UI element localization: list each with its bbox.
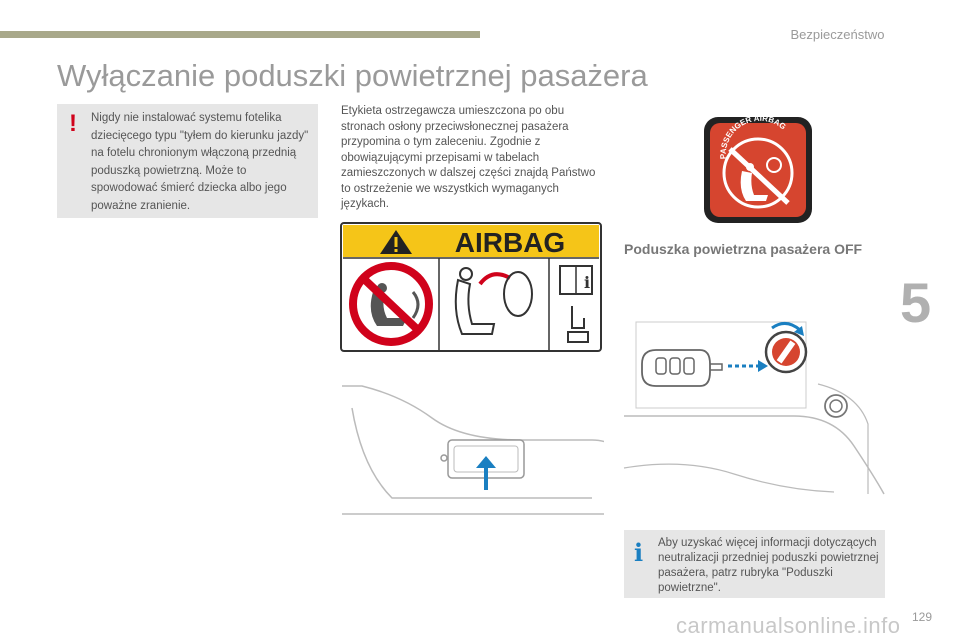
key-switch-illustration: [622, 318, 886, 496]
section-label: Bezpieczeństwo: [790, 27, 885, 42]
exclamation-icon: !: [69, 110, 77, 137]
info-icon: i: [634, 538, 644, 567]
info-text: Aby uzyskać więcej informacji dotyczących neutralizacji przedniej poduszki powietrznej pasażera, patrz rubryka "Poduszki powietrzne".: [658, 537, 879, 594]
intro-paragraph: Etykieta ostrzegawcza umieszczona po obu stronach osłony przeciwsłonecznej pasażera przypomina o tym zaleceniu. Zgodnie z obowiązującymi przepisami w tabelach zamieszczonych w dalszej części znajdą Państwo to ostrzeżenie we wszystkich wymaganych językach.: [341, 105, 596, 210]
warning-box: [57, 104, 318, 218]
svg-text:i: i: [584, 273, 591, 292]
page-number: 129: [912, 610, 933, 624]
page-title: Wyłączanie poduszki powietrznej pasażera: [57, 58, 648, 93]
airbag-warning-label: [340, 222, 602, 352]
watermark-text: carmanualsonline.info: [676, 613, 901, 638]
warning-text: Nigdy nie instalować systemu fotelika dziecięcego typu "tyłem do kierunku jazdy" na fotelu chronionym włączoną przednią poduszką powietrzną. Może to spowodować śmierć dziecka albo jego poważne zranienie.: [91, 112, 309, 212]
top-accent-bar: [0, 31, 480, 38]
airbag-banner-text: AIRBAG: [454, 227, 566, 258]
chapter-number: 5: [900, 271, 932, 334]
airbag-switch-icon: [766, 332, 806, 372]
airbag-off-heading: Poduszka powietrzna pasażera OFF: [624, 241, 863, 257]
sun-visor-illustration: [340, 380, 604, 520]
passenger-airbag-text: PASSENGER AIRBAG: [718, 115, 788, 160]
info-box: [624, 530, 885, 598]
passenger-airbag-badge: [702, 115, 814, 225]
